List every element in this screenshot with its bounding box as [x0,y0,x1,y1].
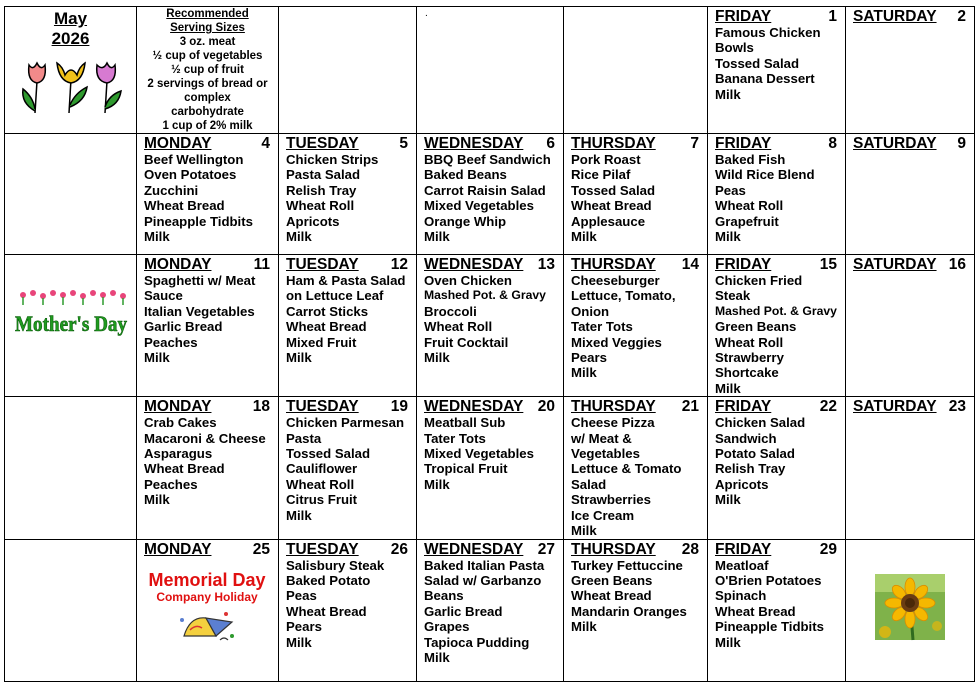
day-name: MONDAY [144,135,212,152]
day-cell-may-11 [137,255,279,397]
day-cell-may-21 [564,397,708,539]
day-name: FRIDAY [715,256,772,273]
menu-item: Carrot Sticks [286,303,369,319]
day-cell-may-12 [279,255,417,397]
day-name: MONDAY [144,256,212,273]
tulips-icon [15,51,127,115]
menu-item: Relish Tray [715,461,786,477]
serving-line: ½ cup of vegetables [152,50,263,62]
menu-item: Mixed Fruit [286,334,357,350]
menu-item: Milk [571,229,597,245]
serving-line: 2 servings of bread or [147,78,268,90]
menu-item: Ice Cream [571,507,635,523]
menu-item: Wheat Bread [571,588,652,604]
menu-item: Onion [571,303,610,319]
menu-item: Vegetables [571,446,640,462]
day-date: 18 [252,398,270,416]
menu-item: Strawberry [715,350,784,366]
menu-item: Green Beans [715,319,797,335]
menu-item: Citrus Fruit [286,492,358,508]
menu-item: Chicken Parmesan [286,415,405,431]
empty-cell [279,7,417,134]
day-cell-may-25 [137,539,279,681]
day-cell-may-22 [708,397,846,539]
menu-item: Salad w/ Garbanzo [424,572,542,588]
mothers-day-banner-icon [11,287,131,347]
day-name: WEDNESDAY [424,398,524,416]
menu-item: Tropical Fruit [424,461,508,477]
menu-item: Broccoli [424,303,477,319]
menu-item: Wheat Roll [715,334,784,350]
menu-item: Bowls [715,40,754,56]
day-name: TUESDAY [286,135,359,152]
day-cell-may-4 [137,134,279,255]
day-cell-may-2 [846,7,975,134]
menu-item: Milk [144,492,170,508]
menu-item: Turkey Fettuccine [571,557,683,573]
day-cell-may-1 [708,7,846,134]
day-date: 21 [681,398,699,416]
day-name: THURSDAY [571,135,656,152]
menu-item: Banana Dessert [715,71,815,87]
menu-item: Spinach [715,588,767,604]
menu-item: Wheat Roll [286,476,355,492]
day-name: WEDNESDAY [424,256,524,273]
menu-item: Mashed Pot. & Gravy [715,303,837,318]
menu-item: Wheat Bread [286,319,367,335]
empty-cell [417,7,564,134]
day-cell-may-13 [417,255,564,397]
menu-item: Wheat Roll [286,198,355,214]
day-date: 27 [537,540,555,558]
menu-item: Milk [286,507,312,523]
serving-line: ½ cup of fruit [171,64,244,76]
stray-mark: . [425,8,428,19]
mothers-day-label: Mother's Day [14,311,127,336]
day-cell-may-7 [564,134,708,255]
menu-item: Cheeseburger [571,273,660,288]
menu-item: Milk [424,476,450,492]
sunflower-cell [846,539,975,681]
menu-item: Tater Tots [424,430,486,446]
menu-item: Lettuce, Tomato, [571,288,676,304]
menu-item: Wheat Roll [715,198,784,214]
menu-item: Grapefruit [715,213,779,229]
mothers-day-cell [5,255,137,397]
menu-item: Carrot Raisin Salad [424,182,546,198]
memorial-day-label: Memorial Day [148,569,266,590]
menu-item: Baked Italian Pasta [424,557,545,573]
day-cell-may-9 [846,134,975,255]
menu-item: Tossed Salad [571,182,656,198]
menu-item: Beans [424,588,464,604]
menu-item: Wheat Bread [144,198,225,214]
menu-item: Milk [286,350,312,366]
serving-sizes-cell [137,7,279,134]
day-cell-may-26 [279,539,417,681]
day-date: 7 [690,135,699,152]
menu-item: Peas [715,182,746,198]
menu-item: Mixed Vegetables [424,198,534,214]
menu-item: Sauce [144,288,183,304]
empty-cell [564,7,708,134]
menu-item: Grapes [424,619,470,635]
empty-cell [5,397,137,539]
day-date: 25 [252,540,270,558]
day-date: 11 [253,256,270,273]
day-name: SATURDAY [853,135,937,152]
menu-item: Strawberries [571,492,651,508]
month-cell [5,7,137,134]
day-date: 20 [537,398,555,416]
serving-line: carbohydrate [171,106,244,118]
menu-item: Zucchini [144,182,199,198]
menu-item: Mixed Vegetables [424,446,534,462]
menu-item: Milk [715,492,741,508]
serving-line: 3 oz. meat [179,36,236,48]
menu-item: Famous Chicken [715,25,821,40]
day-date: 12 [390,256,408,273]
menu-item: Relish Tray [286,182,357,198]
menu-item: Tossed Salad [286,446,371,462]
menu-item: Wheat Bread [286,603,367,619]
serving-title-2: Serving Sizes [170,22,245,34]
day-name: MONDAY [144,540,212,558]
day-date: 2 [957,8,966,25]
day-cell-may-16 [846,255,975,397]
menu-item: Pineapple Tidbits [144,213,253,229]
menu-item: Milk [715,634,741,650]
menu-item: Tater Tots [571,319,633,335]
menu-item: Wheat Bread [144,461,225,477]
day-cell-may-29 [708,539,846,681]
menu-item: Steak [715,288,751,304]
week-row-4 [5,397,975,539]
menu-item: Milk [286,634,312,650]
menu-item: Chicken Strips [286,152,379,167]
day-date: 5 [399,135,408,152]
week-row-3 [5,255,975,397]
day-date: 19 [390,398,408,416]
day-date: 23 [948,398,966,416]
menu-item: Spaghetti w/ Meat [144,273,256,288]
menu-item: Pork Roast [571,152,641,167]
menu-item: Wheat Bread [571,198,652,214]
menu-item: Chicken Salad [715,415,806,431]
day-date: 1 [828,8,837,25]
day-date: 9 [957,135,966,152]
day-cell-may-8 [708,134,846,255]
day-date: 29 [819,540,837,558]
menu-item: O'Brien Potatoes [715,572,822,588]
day-name: SATURDAY [853,256,937,273]
menu-item: Potato Salad [715,446,795,462]
day-name: THURSDAY [571,256,656,273]
day-date: 4 [261,135,270,152]
day-name: THURSDAY [571,540,656,558]
menu-item: Milk [571,619,597,635]
week-row-2 [5,134,975,255]
menu-item: Milk [424,229,450,245]
party-horn-icon [176,606,238,646]
menu-item: Pears [286,619,322,635]
day-date: 26 [390,540,408,558]
empty-cell [5,134,137,255]
day-name: THURSDAY [571,398,656,416]
company-holiday-label: Company Holiday [156,589,258,604]
menu-item: Meatball Sub [424,415,506,431]
menu-item: Milk [715,380,741,396]
menu-item: on Lettuce Leaf [286,288,384,304]
menu-item: Macaroni & Cheese [144,430,266,446]
menu-item: Apricots [286,213,340,229]
menu-item: Apricots [715,476,769,492]
menu-item: Peaches [144,476,198,492]
menu-item: Pears [571,350,607,366]
menu-item: Baked Potato [286,572,371,588]
menu-item: Pasta [286,430,322,446]
week-row-1 [5,7,975,134]
menu-item: Peas [286,588,317,604]
menu-item: Wheat Bread [715,603,796,619]
menu-item: BBQ Beef Sandwich [424,152,551,167]
menu-item: Milk [424,649,450,665]
day-date: 28 [681,540,699,558]
menu-item: Wheat Roll [424,319,493,335]
menu-item: Italian Vegetables [144,303,255,319]
menu-item: Mashed Pot. & Gravy [424,288,546,303]
day-date: 8 [828,135,837,152]
menu-item: Milk [144,350,170,366]
day-date: 16 [948,256,966,273]
menu-item: Oven Chicken [424,273,512,288]
menu-item: Cheese Pizza [571,415,655,431]
day-cell-may-19 [279,397,417,539]
menu-item: Salisbury Steak [286,557,385,573]
day-name: SATURDAY [853,398,937,416]
serving-title-1: Recommended [166,8,249,20]
menu-item: Milk [715,86,741,102]
menu-item: Lettuce & Tomato [571,461,682,477]
menu-item: Pineapple Tidbits [715,619,824,635]
day-date: 14 [681,256,699,273]
serving-line: complex [184,92,231,104]
week-row-5 [5,539,975,681]
menu-item: Baked Beans [424,167,507,183]
day-cell-may-14 [564,255,708,397]
day-cell-may-18 [137,397,279,539]
menu-item: Wild Rice Blend [715,167,815,183]
menu-item: Fruit Cocktail [424,334,509,350]
day-date: 15 [819,256,837,273]
menu-item: Milk [144,229,170,245]
menu-item: Peaches [144,334,198,350]
menu-item: Sandwich [715,430,777,446]
month-year: 2026 [51,29,90,48]
day-name: FRIDAY [715,135,772,152]
menu-item: Ham & Pasta Salad [286,273,406,288]
day-cell-may-23 [846,397,975,539]
menu-item: Cauliflower [286,461,358,477]
menu-item: Tapioca Pudding [424,634,530,650]
menu-item: Crab Cakes [144,415,217,431]
day-name: SATURDAY [853,8,937,25]
menu-item: Green Beans [571,572,653,588]
day-cell-may-20 [417,397,564,539]
day-name: WEDNESDAY [424,540,524,558]
day-name: FRIDAY [715,8,772,25]
menu-item: Orange Whip [424,213,507,229]
menu-item: Garlic Bread [424,603,503,619]
day-name: MONDAY [144,398,212,416]
month-name: May [53,9,88,28]
menu-item: Applesauce [571,213,646,229]
day-name: TUESDAY [286,540,359,558]
menu-item: Meatloaf [715,557,769,573]
menu-item: Tossed Salad [715,55,800,71]
menu-item: Milk [424,350,450,366]
menu-calendar [4,6,975,682]
day-cell-may-6 [417,134,564,255]
serving-line: 1 cup of 2% milk [162,120,253,132]
menu-item: Milk [571,523,597,539]
day-name: FRIDAY [715,540,772,558]
menu-item: Pasta Salad [286,167,361,183]
menu-item: Chicken Fried [715,273,803,288]
day-date: 6 [546,135,555,152]
menu-item: Oven Potatoes [144,167,237,183]
day-name: FRIDAY [715,398,772,416]
day-name: WEDNESDAY [424,135,524,152]
menu-item: Asparagus [144,446,213,462]
menu-item: Mandarin Oranges [571,603,687,619]
menu-item: Rice Pilaf [571,167,631,183]
menu-item: Milk [571,365,597,381]
day-cell-may-27 [417,539,564,681]
day-cell-may-5 [279,134,417,255]
menu-item: w/ Meat & [571,430,632,446]
menu-item: Milk [286,229,312,245]
day-date: 22 [819,398,837,416]
sunflower-icon [875,574,945,640]
day-cell-may-15 [708,255,846,397]
menu-item: Beef Wellington [144,152,244,167]
day-date: 13 [537,256,555,273]
day-name: TUESDAY [286,398,359,416]
empty-cell [5,539,137,681]
day-name: TUESDAY [286,256,359,273]
menu-item: Milk [715,229,741,245]
menu-item: Baked Fish [715,152,786,167]
menu-item: Mixed Veggies [571,334,662,350]
menu-item: Salad [571,476,607,492]
day-cell-may-28 [564,539,708,681]
menu-item: Garlic Bread [144,319,223,335]
menu-item: Shortcake [715,365,779,381]
